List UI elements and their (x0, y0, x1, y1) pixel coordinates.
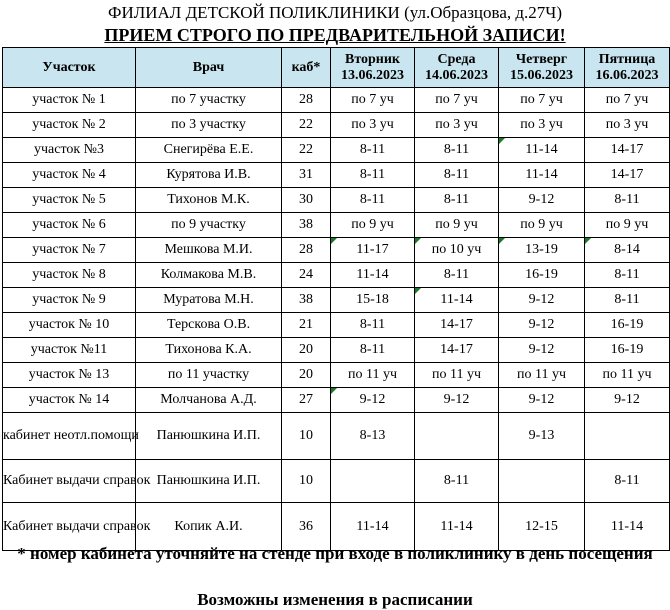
cell-uchastok: участок № 1 (3, 88, 136, 113)
cell-time: 8-11 (585, 460, 670, 503)
table-row (3, 138, 670, 163)
cell-kab: 38 (282, 213, 331, 238)
cell-time: по 3 уч (585, 113, 670, 138)
table-row (3, 88, 670, 113)
cell-kab: 38 (282, 288, 331, 313)
table-row (3, 388, 670, 413)
header-day (331, 48, 415, 88)
cell-time: 8-14 (585, 238, 670, 263)
cell-uchastok: участок № 10 (3, 313, 136, 338)
cell-time: 9-13 (499, 413, 585, 460)
cell-time: 16-19 (499, 263, 585, 288)
cell-uchastok: участок № 13 (3, 363, 136, 388)
cell-time: 12-15 (499, 503, 585, 551)
cell-uchastok: участок № 6 (3, 213, 136, 238)
header-kab: каб* (282, 48, 331, 88)
cell-time: 14-17 (415, 338, 499, 363)
cell-kab: 30 (282, 188, 331, 213)
cell-uchastok: участок №3 (3, 138, 136, 163)
cell-time: 9-12 (585, 388, 670, 413)
day-name: Четверг (515, 51, 568, 67)
cell-time: по 10 уч (415, 238, 499, 263)
cell-time: по 3 уч (331, 113, 415, 138)
cell-time: 11-14 (499, 138, 585, 163)
table-row (3, 188, 670, 213)
cell-kab: 27 (282, 388, 331, 413)
cell-uchastok: участок № 5 (3, 188, 136, 213)
cell-kab: 28 (282, 238, 331, 263)
cell-time: 8-13 (331, 413, 415, 460)
cell-time: по 7 уч (415, 88, 499, 113)
cell-time: по 3 уч (499, 113, 585, 138)
cell-time: по 9 уч (331, 213, 415, 238)
table-row (3, 338, 670, 363)
cell-time: 9-12 (499, 388, 585, 413)
cell-vrach: Панюшкина И.П. (136, 460, 282, 503)
cell-time: 9-12 (331, 388, 415, 413)
cell-time: 9-12 (415, 388, 499, 413)
cell-time: 15-18 (331, 288, 415, 313)
cell-kab: 22 (282, 113, 331, 138)
cell-time: по 9 уч (499, 213, 585, 238)
cell-time: 8-11 (585, 263, 670, 288)
cell-time: 13-19 (499, 238, 585, 263)
cell-time: 8-11 (415, 263, 499, 288)
cell-vrach: Тихонов М.К. (136, 188, 282, 213)
day-date: 13.06.2023 (341, 67, 404, 83)
cell-time: 8-11 (331, 163, 415, 188)
day-name: Среда (437, 51, 476, 67)
cell-uchastok: участок № 9 (3, 288, 136, 313)
cell-uchastok: Кабинет выдачи справок (3, 460, 136, 503)
cell-time: 8-11 (331, 338, 415, 363)
header-vrach: Врач (136, 48, 282, 88)
day-name: Вторник (344, 51, 400, 67)
cell-kab: 28 (282, 88, 331, 113)
clinic-title: ФИЛИАЛ ДЕТСКОЙ ПОЛИКЛИНИКИ (ул.Образцова, д.27Ч) (108, 3, 562, 22)
cell-kab: 22 (282, 138, 331, 163)
header-day (415, 48, 499, 88)
cell-time: по 9 уч (415, 213, 499, 238)
table-row (3, 313, 670, 338)
cell-time: 9-12 (499, 188, 585, 213)
cell-uchastok: участок № 14 (3, 388, 136, 413)
day-date: 15.06.2023 (510, 67, 573, 83)
schedule-change-warning: Возможны изменения в расписании (197, 590, 473, 609)
header-row (3, 48, 670, 88)
cell-time: 8-11 (415, 163, 499, 188)
cell-uchastok: участок № 8 (3, 263, 136, 288)
table-row (3, 288, 670, 313)
cell-time: 11-14 (331, 263, 415, 288)
cell-kab: 24 (282, 263, 331, 288)
cell-time: 11-17 (331, 238, 415, 263)
cell-uchastok: Кабинет выдачи справок (3, 503, 136, 551)
cell-vrach: Копик А.И. (136, 503, 282, 551)
cell-time (499, 460, 585, 503)
table-row (3, 363, 670, 388)
day-date: 16.06.2023 (595, 67, 659, 83)
cell-time (585, 413, 670, 460)
cell-time: по 11 уч (585, 363, 670, 388)
cell-kab: 21 (282, 313, 331, 338)
cell-time: 9-12 (499, 288, 585, 313)
cell-time: 16-19 (585, 313, 670, 338)
cell-vrach: Молчанова А.Д. (136, 388, 282, 413)
cell-kab: 36 (282, 503, 331, 551)
cell-vrach: по 9 участку (136, 213, 282, 238)
cell-time: по 9 уч (585, 213, 670, 238)
table-row (3, 460, 670, 503)
cell-uchastok: участок №11 (3, 338, 136, 363)
cell-time: по 11 уч (331, 363, 415, 388)
cell-vrach: Колмакова М.В. (136, 263, 282, 288)
cell-time: 11-14 (331, 503, 415, 551)
table-row (3, 263, 670, 288)
cell-time: 8-11 (415, 138, 499, 163)
cell-time: по 11 уч (415, 363, 499, 388)
cell-vrach: по 3 участку (136, 113, 282, 138)
cell-time: 14-17 (585, 138, 670, 163)
cell-time: по 3 уч (415, 113, 499, 138)
cell-vrach: Мешкова М.И. (136, 238, 282, 263)
cell-uchastok: участок № 2 (3, 113, 136, 138)
cell-time: 9-12 (499, 313, 585, 338)
header-day (585, 48, 670, 88)
cell-vrach: Панюшкина И.П. (136, 413, 282, 460)
cell-time: 11-14 (415, 503, 499, 551)
appointment-notice-text: ПРИЕМ СТРОГО ПО ПРЕДВАРИТЕЛЬНОЙ ЗАПИСИ! (104, 25, 566, 45)
day-name: Пятница (598, 51, 656, 67)
cell-kab: 20 (282, 363, 331, 388)
cell-time (415, 413, 499, 460)
cell-time: 16-19 (585, 338, 670, 363)
cell-kab: 10 (282, 413, 331, 460)
header-day (499, 48, 585, 88)
day-date: 14.06.2023 (425, 67, 488, 83)
cell-time: по 7 уч (499, 88, 585, 113)
cell-uchastok: кабинет неотл.помощи (3, 413, 136, 460)
cell-time: 11-14 (585, 503, 670, 551)
table-row (3, 238, 670, 263)
cell-time (331, 460, 415, 503)
cell-time: 9-12 (499, 338, 585, 363)
table-row (3, 213, 670, 238)
cell-time: 8-11 (415, 188, 499, 213)
cell-time: 8-11 (415, 460, 499, 503)
cell-vrach: Терскова О.В. (136, 313, 282, 338)
cell-vrach: Снегирёва Е.Е. (136, 138, 282, 163)
table-row (3, 113, 670, 138)
header-uchastok: Участок (3, 48, 136, 88)
cell-time: 14-17 (415, 313, 499, 338)
cell-kab: 20 (282, 338, 331, 363)
cabinet-footnote: * номер кабинета уточняйте на стенде при входе в поликлинику в день посещения (17, 544, 653, 563)
cell-time: по 11 уч (499, 363, 585, 388)
cell-uchastok: участок № 7 (3, 238, 136, 263)
cell-vrach: по 11 участку (136, 363, 282, 388)
table-row (3, 163, 670, 188)
cell-time: 8-11 (331, 313, 415, 338)
cell-vrach: Тихонова К.А. (136, 338, 282, 363)
cell-uchastok: участок № 4 (3, 163, 136, 188)
cell-time: 11-14 (499, 163, 585, 188)
cell-time: 8-11 (331, 188, 415, 213)
table-row (3, 413, 670, 460)
cell-kab: 10 (282, 460, 331, 503)
cell-time: 8-11 (585, 188, 670, 213)
cell-time: 14-17 (585, 163, 670, 188)
schedule-table (2, 47, 670, 551)
cell-vrach: по 7 участку (136, 88, 282, 113)
appointment-notice (0, 25, 670, 46)
cell-time: по 7 уч (331, 88, 415, 113)
cell-time: 11-14 (415, 288, 499, 313)
cell-time: 8-11 (585, 288, 670, 313)
cell-kab: 31 (282, 163, 331, 188)
cell-vrach: Курятова И.В. (136, 163, 282, 188)
cell-vrach: Муратова М.Н. (136, 288, 282, 313)
cell-time: 8-11 (331, 138, 415, 163)
cell-time: по 7 уч (585, 88, 670, 113)
